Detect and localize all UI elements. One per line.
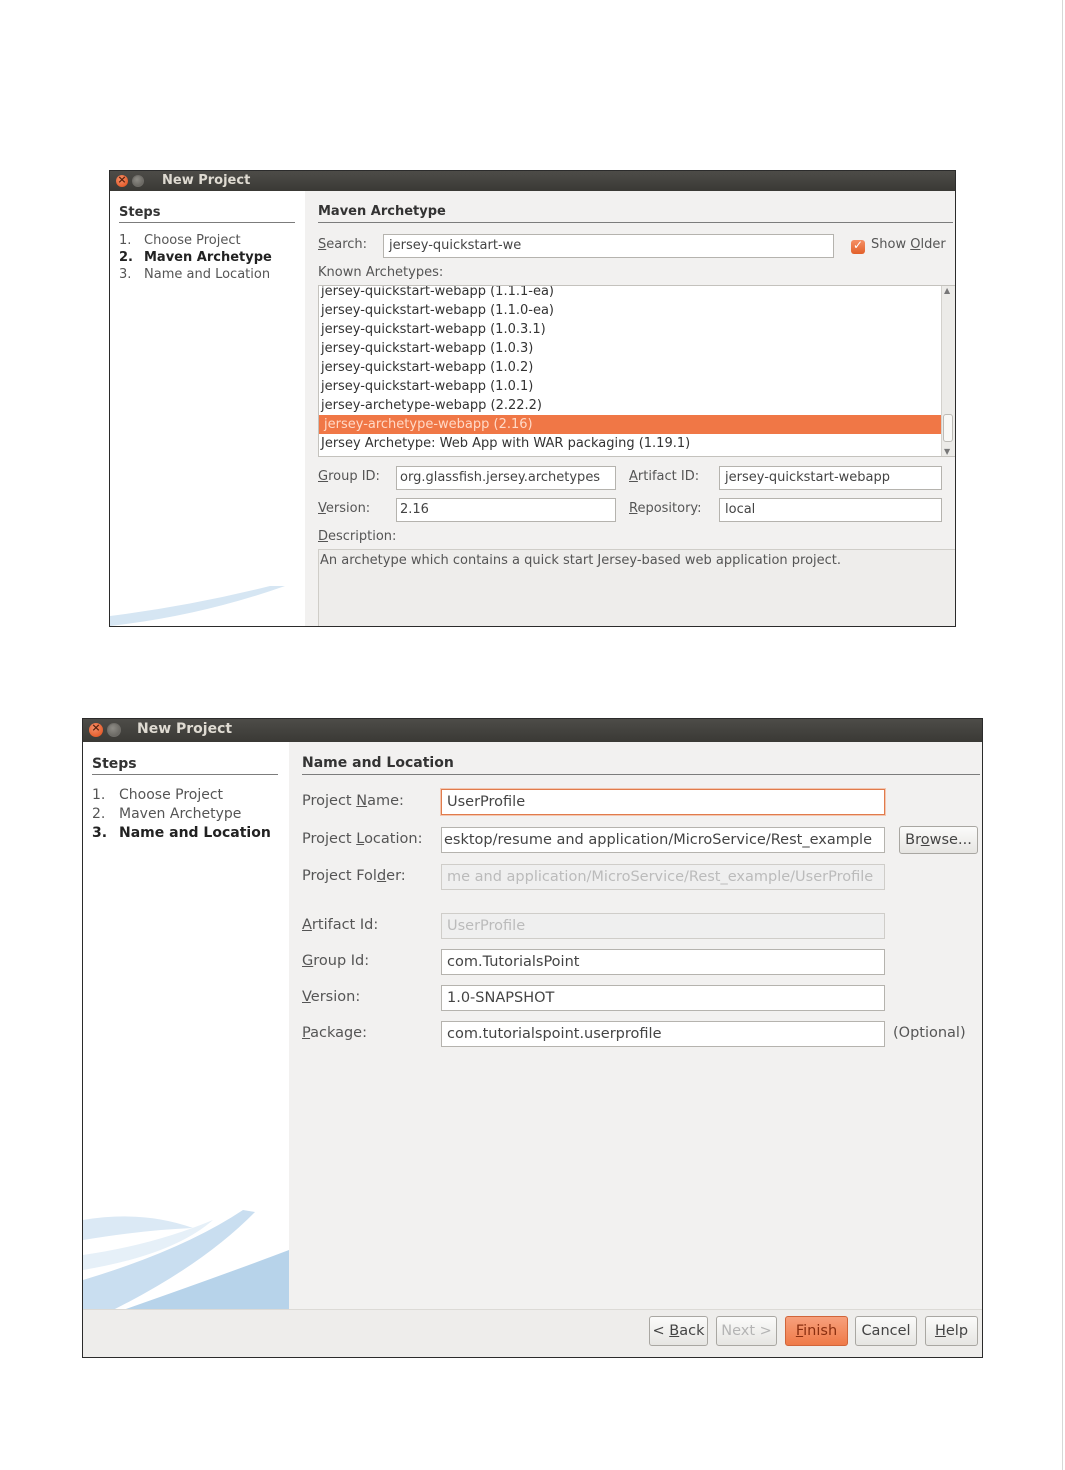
repository-field[interactable]: local: [719, 498, 942, 522]
maven-archetype-panel: [318, 191, 955, 626]
project-name-label: Project Name:: [302, 793, 404, 809]
list-item-selected[interactable]: jersey-archetype-webapp (2.16): [319, 415, 941, 434]
optional-label: (Optional): [893, 1025, 966, 1041]
list-item[interactable]: jersey-quickstart-webapp (1.1.0-ea): [321, 303, 554, 318]
version-label: Version:: [302, 989, 361, 1005]
step-name-and-location: 3. Name and Location: [119, 267, 271, 282]
project-name-input[interactable]: UserProfile: [441, 789, 885, 815]
scroll-down-icon[interactable]: ▼: [944, 447, 951, 456]
step-choose-project: 1. Choose Project: [92, 787, 224, 803]
scroll-up-icon[interactable]: ▲: [944, 286, 951, 295]
close-icon[interactable]: [89, 723, 103, 737]
browse-button[interactable]: Browse...: [899, 826, 978, 854]
minimize-icon[interactable]: [107, 723, 121, 737]
step-name-and-location: 3. Name and Location: [92, 825, 271, 841]
help-button[interactable]: Help: [925, 1316, 978, 1346]
list-item[interactable]: jersey-archetype-webapp (2.22.2): [321, 398, 542, 413]
search-input[interactable]: jersey-quickstart-we: [383, 234, 834, 258]
artifact-id-label: Artifact Id:: [302, 917, 379, 933]
finish-button[interactable]: Finish: [785, 1316, 848, 1346]
window-title: New Project: [137, 721, 233, 737]
list-item[interactable]: jersey-quickstart-webapp (1.0.1): [321, 379, 534, 394]
decorative-swoosh-icon: [110, 586, 305, 626]
package-label: Package:: [302, 1025, 367, 1041]
page-edge: [1062, 0, 1063, 1470]
divider: [302, 774, 980, 775]
new-project-dialog-name-location: [82, 718, 983, 1358]
divider: [92, 774, 278, 775]
scrollbar-thumb[interactable]: [943, 414, 953, 442]
cancel-button[interactable]: Cancel: [855, 1316, 917, 1346]
version-label: Version:: [318, 501, 371, 516]
steps-panel: [110, 191, 305, 626]
list-item[interactable]: Jersey Archetype: Web App with WAR packaging (1.19.1): [321, 436, 691, 451]
group-id-input[interactable]: com.TutorialsPoint: [441, 949, 885, 975]
window-title: New Project: [162, 173, 251, 188]
known-archetypes-list[interactable]: [318, 285, 956, 457]
project-location-input[interactable]: esktop/resume and application/MicroService/Rest_example: [441, 827, 885, 853]
known-archetypes-label: Known Archetypes:: [318, 265, 444, 280]
step-maven-archetype: 2. Maven Archetype: [92, 806, 242, 822]
package-input[interactable]: com.tutorialspoint.userprofile: [441, 1021, 885, 1047]
project-folder-label: Project Folder:: [302, 868, 406, 884]
show-older-label[interactable]: Show Older: [871, 237, 946, 252]
steps-panel: [83, 742, 289, 1310]
group-id-label: Group Id:: [302, 953, 370, 969]
version-field[interactable]: 2.16: [396, 498, 616, 522]
list-scrollbar[interactable]: [941, 286, 955, 456]
step-choose-project: 1. Choose Project: [119, 233, 241, 248]
group-id-field[interactable]: org.glassfish.jersey.archetypes: [396, 466, 616, 490]
artifact-id-field[interactable]: jersey-quickstart-webapp: [719, 466, 942, 490]
group-id-label: Group ID:: [318, 469, 380, 484]
version-input[interactable]: 1.0-SNAPSHOT: [441, 985, 885, 1011]
search-label: Search:: [318, 237, 368, 252]
steps-title: Steps: [92, 756, 137, 772]
steps-title: Steps: [119, 205, 161, 220]
show-older-checkbox[interactable]: [851, 240, 865, 254]
titlebar: [83, 719, 982, 742]
back-button[interactable]: < Back: [649, 1316, 708, 1346]
name-and-location-panel: [302, 742, 982, 1310]
minimize-icon[interactable]: [132, 175, 144, 187]
close-icon[interactable]: [116, 175, 128, 187]
list-item[interactable]: jersey-quickstart-webapp (1.0.2): [321, 360, 534, 375]
decorative-swoosh-icon: [83, 1210, 289, 1310]
project-folder-field: me and application/MicroService/Rest_example/UserProfile: [441, 864, 885, 890]
list-item[interactable]: jersey-quickstart-webapp (1.0.3): [321, 341, 534, 356]
artifact-id-field: UserProfile: [441, 913, 885, 939]
section-title: Maven Archetype: [318, 204, 446, 219]
description-text: An archetype which contains a quick start Jersey-based web application project.: [318, 549, 956, 627]
list-item[interactable]: jersey-quickstart-webapp (1.1.1-ea): [321, 285, 554, 299]
description-label: Description:: [318, 529, 397, 544]
new-project-dialog-maven-archetype: [109, 170, 956, 627]
button-bar: [83, 1309, 982, 1357]
section-title: Name and Location: [302, 755, 454, 771]
list-item[interactable]: jersey-quickstart-webapp (1.0.3.1): [321, 322, 546, 337]
divider: [318, 222, 953, 223]
project-location-label: Project Location:: [302, 831, 423, 847]
artifact-id-label: Artifact ID:: [629, 469, 700, 484]
repository-label: Repository:: [629, 501, 702, 516]
next-button[interactable]: Next >: [716, 1316, 777, 1346]
step-maven-archetype: 2. Maven Archetype: [119, 250, 272, 265]
titlebar: [110, 171, 955, 191]
divider: [119, 222, 295, 223]
